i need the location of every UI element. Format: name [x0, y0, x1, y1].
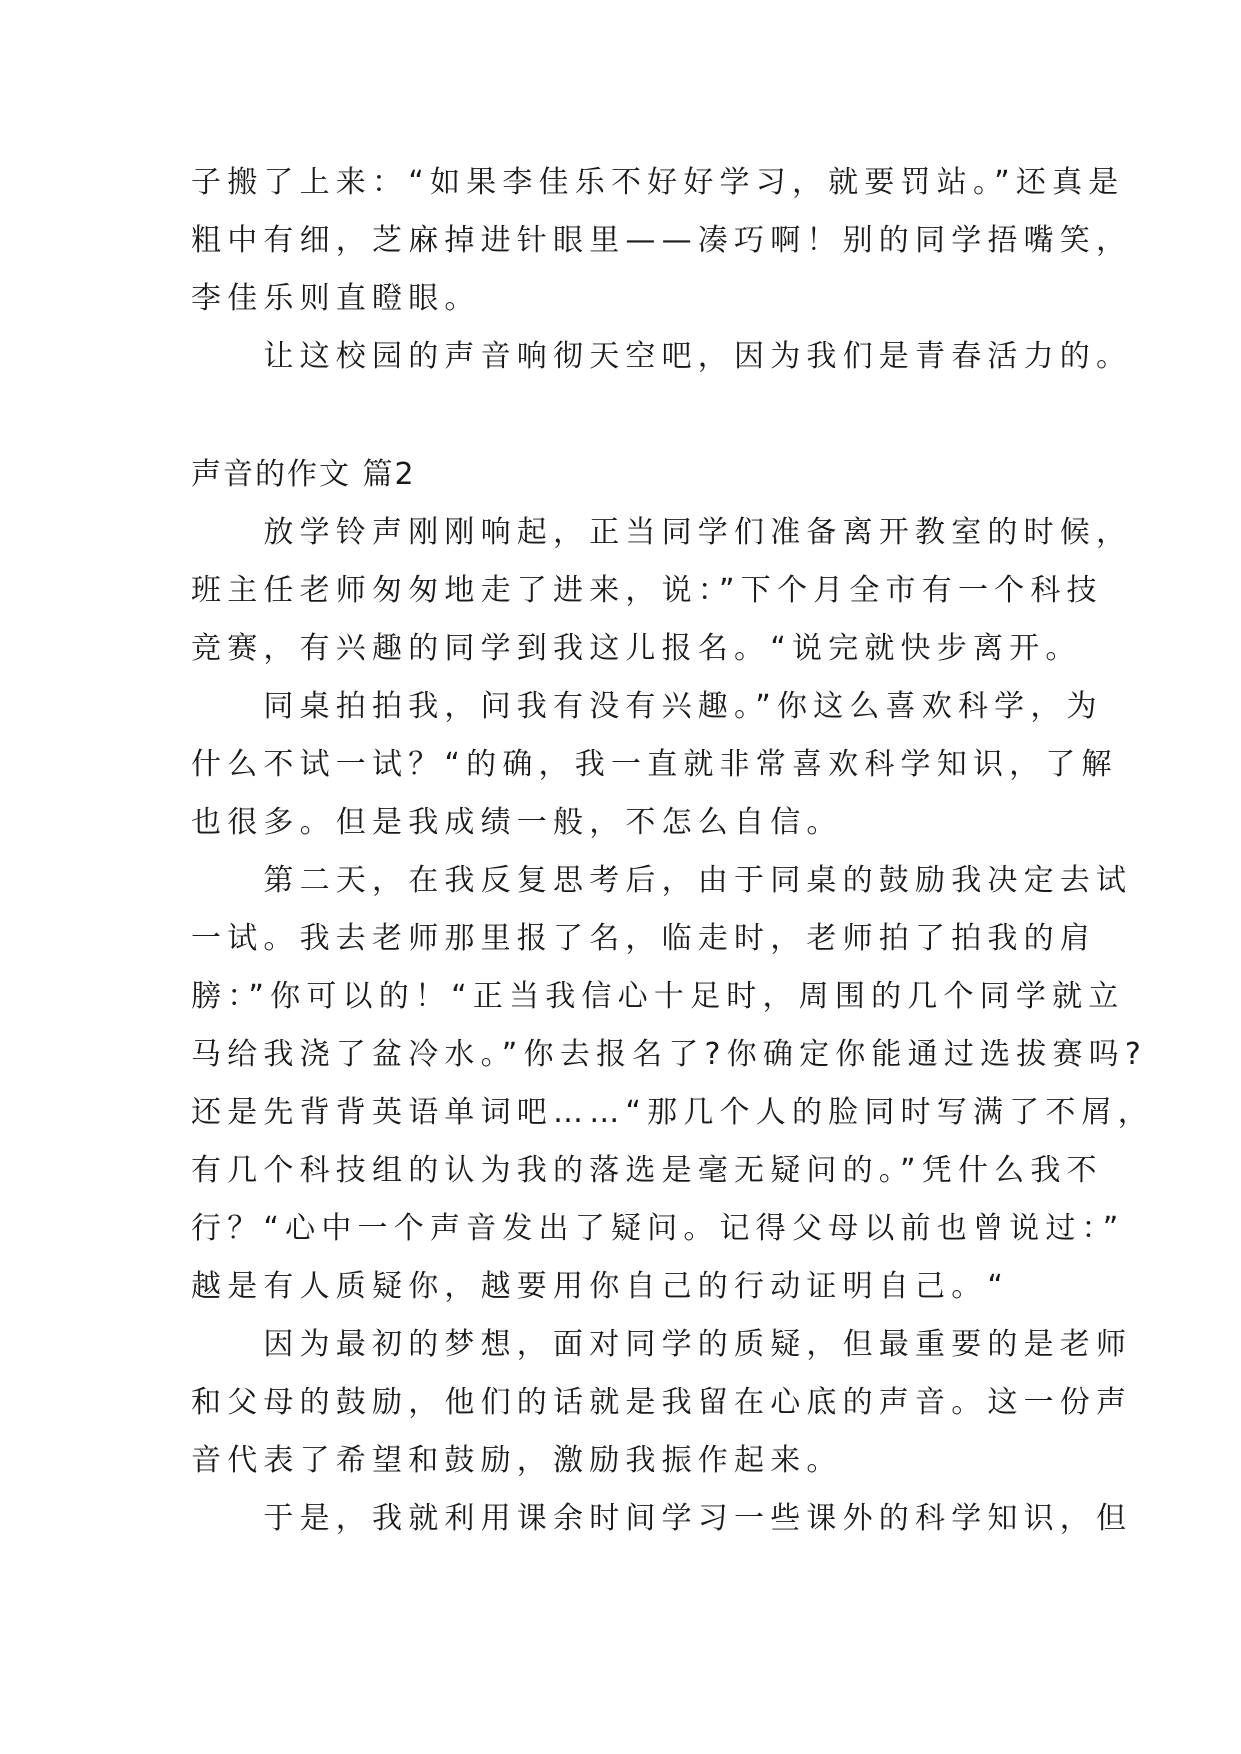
text-line: 粗中有细，芝麻掉进针眼里——凑巧啊！别的同学捂嘴笑，: [191, 223, 1133, 258]
text-line: 因为最初的梦想，面对同学的质疑，但最重要的是老师: [191, 1327, 1133, 1362]
text-line: 行？“心中一个声音发出了疑问。记得父母以前也曾说过：”: [191, 1211, 1125, 1246]
text-line: 越是有人质疑你，越要用你自己的行动证明自己。“: [191, 1269, 1010, 1304]
text-line: 和父母的鼓励，他们的话就是我留在心底的声音。这一份声: [191, 1385, 1133, 1420]
text-line: 什么不试一试？“的确，我一直就非常喜欢科学知识，了解: [191, 747, 1118, 782]
text-line: 第二天，在我反复思考后，由于同桌的鼓励我决定去试: [191, 863, 1133, 898]
text-line: 子搬了上来：“如果李佳乐不好好学习，就要罚站。”还真是: [191, 165, 1125, 200]
text-line: 放学铃声刚刚响起，正当同学们准备离开教室的时候，: [191, 515, 1133, 550]
text-line: 班主任老师匆匆地走了进来，说：”下个月全市有一个科技: [191, 573, 1103, 608]
text-line: 李佳乐则直瞪眼。: [191, 281, 481, 316]
text-line: 于是，我就利用课余时间学习一些课外的科学知识，但: [191, 1501, 1133, 1536]
text-line: 音代表了希望和鼓励，激励我振作起来。: [191, 1443, 843, 1478]
text-line: 还是先背背英语单词吧……“那几个人的脸同时写满了不屑，: [191, 1095, 1154, 1130]
text-line: 膀：”你可以的！“正当我信心十足时，周围的几个同学就立: [191, 979, 1125, 1014]
text-line: 竞赛，有兴趣的同学到我这儿报名。“说完就快步离开。: [191, 631, 1082, 666]
text-line: 让这校园的声音响彻天空吧，因为我们是青春活力的。: [191, 339, 1133, 374]
text-line: 有几个科技组的认为我的落选是毫无疑问的。”凭什么我不: [191, 1153, 1103, 1188]
section-heading: 声音的作文 篇2: [191, 457, 416, 492]
text-line: 同桌拍拍我，问我有没有兴趣。”你这么喜欢科学，为: [191, 689, 1103, 724]
text-line: 一试。我去老师那里报了名，临走时，老师拍了拍我的肩: [191, 921, 1096, 956]
text-line: 也很多。但是我成绩一般，不怎么自信。: [191, 805, 843, 840]
text-line: 马给我浇了盆冷水。”你去报名了?你确定你能通过选拔赛吗?: [191, 1037, 1147, 1072]
